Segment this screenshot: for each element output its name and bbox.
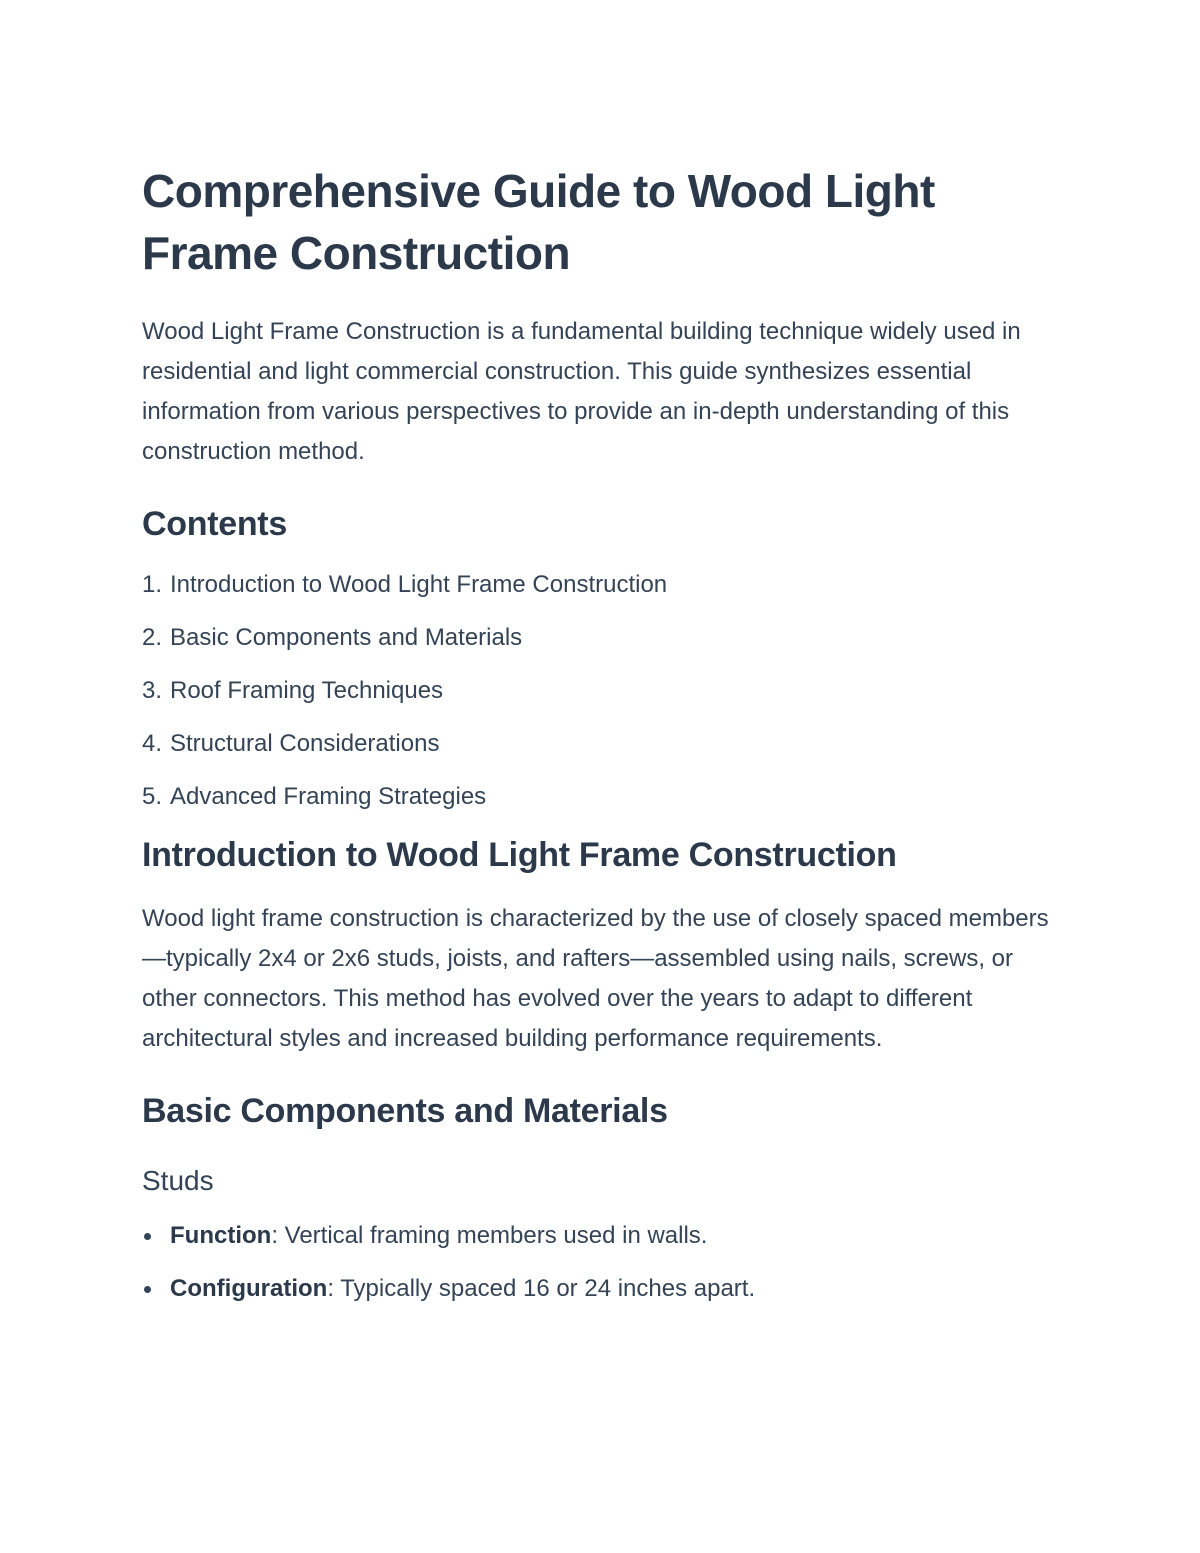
studs-subheading: Studs	[142, 1165, 214, 1196]
bullet-text: : Vertical framing members used in walls.	[271, 1222, 708, 1249]
toc-item-label: Roof Framing Techniques	[170, 677, 444, 704]
toc-item-label: Introduction to Wood Light Frame Construction	[170, 571, 668, 598]
introduction-heading: Introduction to Wood Light Frame Construction	[142, 836, 897, 874]
toc-item[interactable]	[142, 674, 1062, 708]
bullet-icon	[144, 1286, 151, 1293]
toc-item[interactable]	[142, 727, 1062, 761]
toc-item[interactable]	[142, 780, 1062, 814]
toc-item-label: Basic Components and Materials	[170, 624, 523, 651]
contents-heading: Contents	[142, 505, 287, 543]
studs-bullet-list	[142, 1219, 1062, 1306]
bullet-term: Configuration	[170, 1275, 328, 1302]
introduction-paragraph: Wood light frame construction is characterized by the use of closely spaced members—typically 2x4 or 2x6 studs, joists, and rafters—assembled using nails, screws, or other connectors. This method has evolved over the years to adapt to different architectural styles and increased building performance requirements.	[142, 905, 1049, 1052]
toc-item[interactable]	[142, 568, 1062, 602]
list-item	[142, 1219, 1062, 1253]
toc-item-number: 1.	[142, 571, 163, 598]
list-item	[142, 1272, 1062, 1306]
toc-item-number: 4.	[142, 730, 163, 757]
bullet-text: : Typically spaced 16 or 24 inches apart.	[327, 1275, 756, 1302]
page-title: Comprehensive Guide to Wood Light Frame Construction	[142, 165, 935, 279]
document-page	[142, 160, 1062, 1325]
bullet-icon	[144, 1233, 151, 1240]
toc-item[interactable]	[142, 621, 1062, 655]
toc-item-number: 3.	[142, 677, 163, 704]
table-of-contents	[142, 568, 1062, 814]
toc-item-number: 5.	[142, 783, 163, 810]
toc-item-number: 2.	[142, 624, 163, 651]
bullet-term: Function	[170, 1222, 272, 1249]
intro-paragraph: Wood Light Frame Construction is a fundamental building technique widely used in residential and light commercial construction. This guide synthesizes essential information from various perspectives to provide an in-depth understanding of this construction method.	[142, 318, 1021, 465]
basic-components-heading: Basic Components and Materials	[142, 1092, 668, 1130]
toc-item-label: Structural Considerations	[170, 730, 440, 757]
toc-item-label: Advanced Framing Strategies	[170, 783, 487, 810]
